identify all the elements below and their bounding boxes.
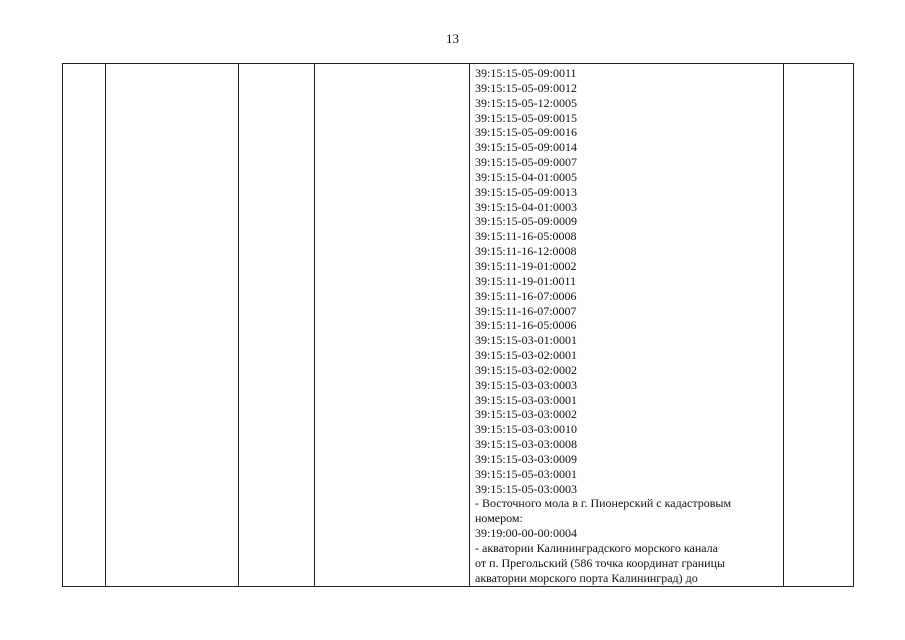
cadastral-number: 39:15:15-05-09:0016 — [475, 125, 577, 140]
cadastral-number: 39:15:15-03-03:0001 — [475, 392, 577, 407]
description-text — [475, 66, 783, 586]
mole-description: - Восточного мола в г. Пионерский с кадастровым — [475, 496, 732, 511]
cadastral-number: 39:15:11-16-05:0006 — [475, 318, 577, 333]
cadastral-number: 39:15:15-05-09:0014 — [475, 140, 577, 155]
cadastral-number: 39:15:15-05-09:0013 — [475, 184, 577, 199]
waters-description: от п. Прегольский (586 точка координат границы — [475, 555, 726, 570]
cadastral-number: 39:15:15-05-12:0005 — [475, 95, 577, 110]
cadastral-number: 39:15:15-05-09:0009 — [475, 214, 577, 229]
waters-description: акватории морского порта Калининград) до — [475, 570, 698, 585]
mole-cadastral-number: 39:19:00-00-00:0004 — [475, 526, 577, 541]
mole-description: номером: — [475, 511, 523, 526]
cadastral-number: 39:15:11-16-12:0008 — [475, 244, 577, 259]
cadastral-number: 39:15:15-05-09:0015 — [475, 110, 577, 125]
cadastral-number: 39:15:15-04-01:0003 — [475, 199, 577, 214]
cadastral-number: 39:15:15-05-09:0007 — [475, 155, 577, 170]
table-cell-description — [470, 64, 784, 587]
table-cell-col2 — [106, 64, 239, 587]
cadastral-number: 39:15:11-16-07:0006 — [475, 288, 577, 303]
cadastral-number: 39:15:11-19-01:0011 — [475, 273, 577, 288]
cadastral-number: 39:15:15-03-02:0002 — [475, 362, 577, 377]
table-row — [63, 64, 854, 587]
cadastral-number: 39:15:15-03-03:0010 — [475, 422, 577, 437]
cadastral-number: 39:15:15-03-01:0001 — [475, 333, 577, 348]
page-number: 13 — [446, 31, 459, 46]
table-cell-col6 — [784, 64, 854, 587]
cadastral-number: 39:15:15-03-02:0001 — [475, 348, 577, 363]
cadastral-number: 39:15:11-16-05:0008 — [475, 229, 577, 244]
cadastral-number: 39:15:15-04-01:0005 — [475, 169, 577, 184]
cadastral-number: 39:15:15-03-03:0002 — [475, 407, 577, 422]
cadastral-number: 39:15:15-05-09:0011 — [475, 66, 577, 80]
waters-description: - акватории Калининградского морского канала — [475, 541, 718, 555]
cadastral-number: 39:15:15-03-03:0008 — [475, 437, 577, 452]
table-cell-col1 — [63, 64, 106, 587]
cadastral-number: 39:15:11-16-07:0007 — [475, 303, 577, 318]
table-cell-col3 — [239, 64, 315, 587]
table-cell-col4 — [315, 64, 470, 587]
document-table — [62, 63, 854, 587]
cadastral-number: 39:15:15-05-03:0001 — [475, 466, 577, 481]
cadastral-number: 39:15:11-19-01:0002 — [475, 258, 577, 273]
cadastral-number: 39:15:15-05-09:0012 — [475, 80, 577, 95]
cadastral-number: 39:15:15-05-03:0003 — [475, 481, 577, 496]
cadastral-number: 39:15:15-03-03:0009 — [475, 451, 577, 466]
cadastral-number: 39:15:15-03-03:0003 — [475, 377, 577, 392]
